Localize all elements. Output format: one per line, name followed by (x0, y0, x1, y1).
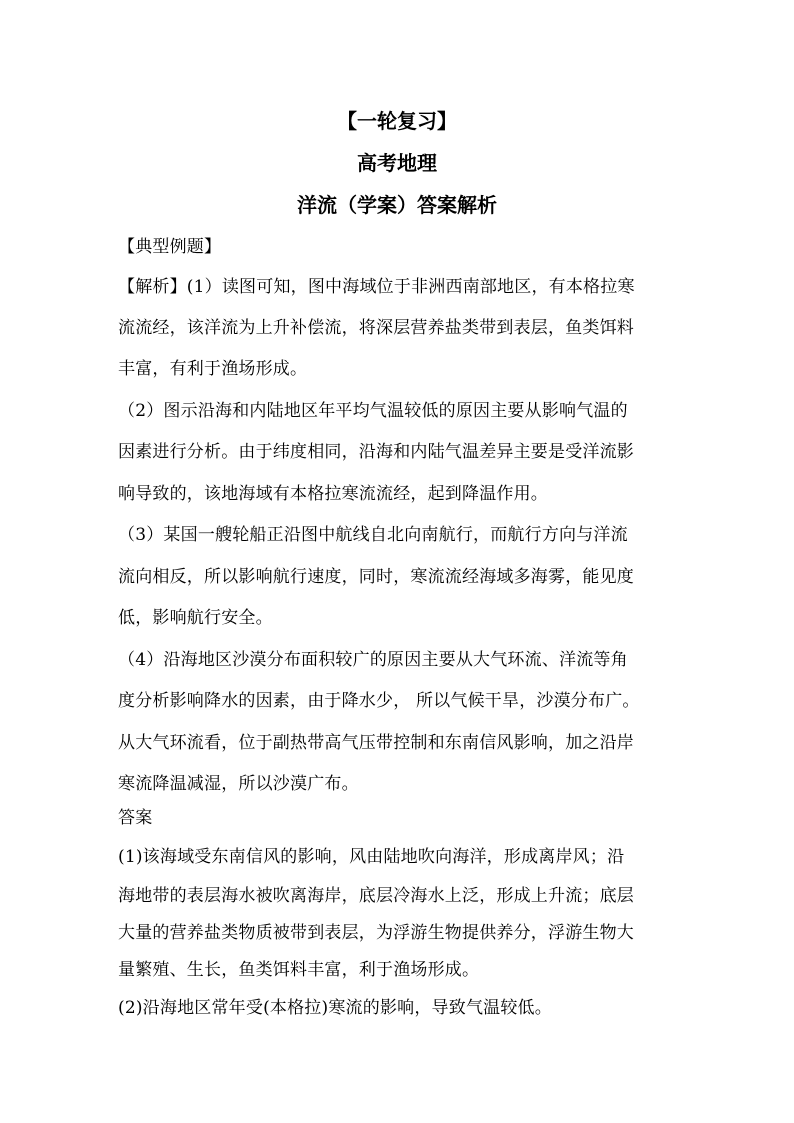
analysis-line: 流向相反，所以影响航行速度，同时，寒流流经海域多海雾，能见度 (118, 567, 634, 587)
analysis-line: 流流经，该洋流为上升补偿流，将深层营养盐类带到表层，鱼类饵料 (118, 318, 634, 338)
analysis-line: 响导致的，该地海域有本格拉寒流流经，起到降温作用。 (118, 484, 548, 504)
document-title: 洋流（学案）答案解析 (297, 193, 497, 217)
analysis-line: （4）沿海地区沙漠分布面积较广的原因主要从大气环流、洋流等角 (118, 650, 628, 670)
answer-line: 量繁殖、生长，鱼类饵料丰富，利于渔场形成。 (118, 960, 480, 980)
analysis-line: 丰富，有利于渔场形成。 (118, 359, 308, 379)
answer-line: 海地带的表层海水被吹离海岸，底层冷海水上泛，形成上升流；底层 (118, 886, 634, 906)
analysis-line: （3）某国一艘轮船正沿图中航线自北向南航行，而航行方向与洋流 (118, 525, 628, 545)
analysis-line: 度分析影响降水的因素，由于降水少， 所以气候干旱，沙漠分布广。 (118, 691, 640, 711)
analysis-line: 因素进行分析。由于纬度相同，沿海和内陆气温差异主要是受洋流影 (118, 442, 634, 462)
subject-title: 高考地理 (357, 151, 437, 175)
answer-line: 大量的营养盐类物质被带到表层，为浮游生物提供养分，浮游生物大 (118, 923, 634, 943)
analysis-line: 寒流降温减湿，所以沙漠广布。 (118, 774, 359, 794)
section-label: 【典型例题】 (118, 237, 222, 257)
answer-line: (2)沿海地区常年受(本格拉)寒流的影响，导致气温较低。 (118, 998, 552, 1018)
answer-line: (1)该海域受东南信风的影响，风由陆地吹向海洋，形成离岸风；沿 (118, 847, 625, 867)
series-title: 【一轮复习】 (337, 109, 457, 133)
answer-label: 答案 (118, 808, 153, 828)
analysis-line: 【解析】(1）读图可知，图中海域位于非洲西南部地区，有本格拉寒 (118, 277, 635, 297)
analysis-line: （2）图示沿海和内陆地区年平均气温较低的原因主要从影响气温的 (118, 401, 628, 421)
analysis-line: 低，影响航行安全。 (118, 608, 273, 628)
analysis-line: 从大气环流看，位于副热带高气压带控制和东南信风影响，加之沿岸 (118, 733, 634, 753)
